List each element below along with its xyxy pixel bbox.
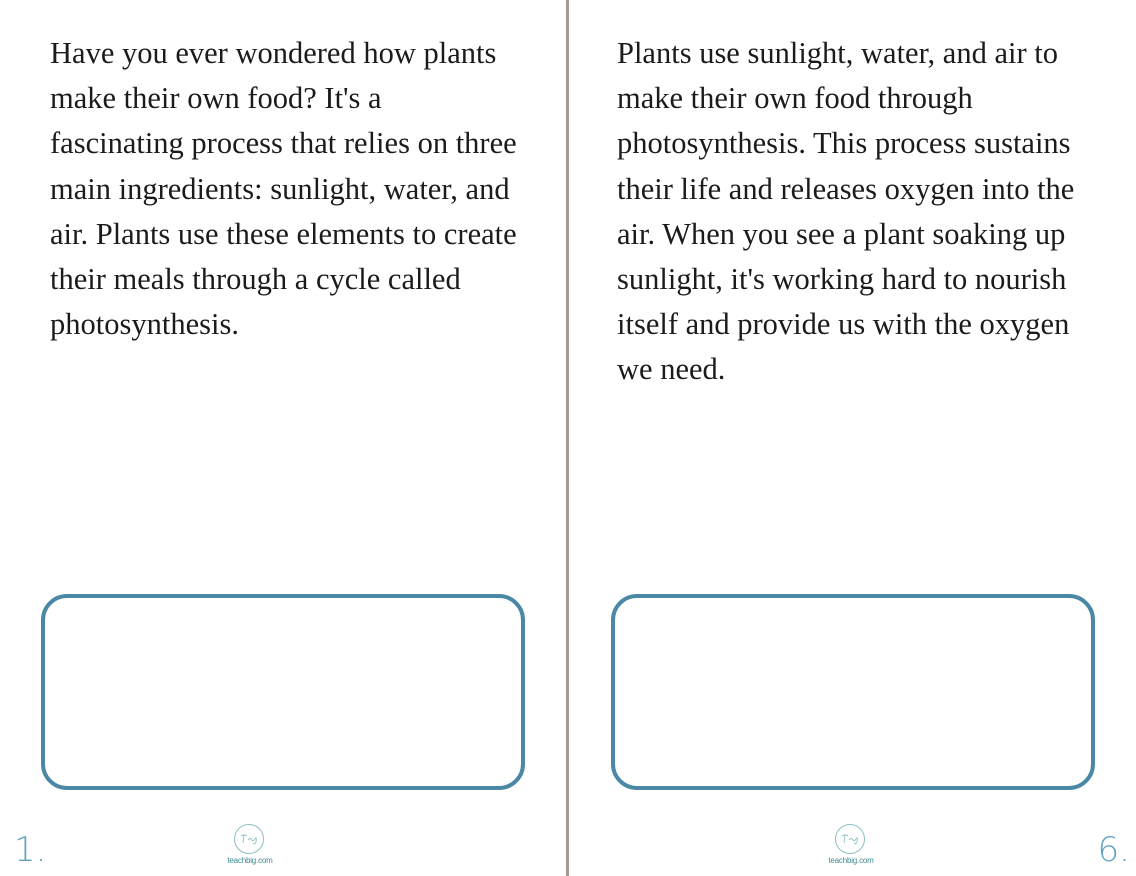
teachbig-logo-icon [835, 824, 865, 854]
footer-site-label: teachbig.com [227, 856, 273, 865]
right-footer-logo [826, 824, 876, 872]
right-page [569, 0, 1136, 876]
left-page-number: 1. [14, 830, 47, 870]
logo-script-icon [841, 833, 859, 845]
right-drawing-box[interactable] [611, 594, 1095, 790]
right-page-number: 6. [1097, 830, 1130, 870]
left-page [0, 0, 566, 876]
footer-site-label: teachbig.com [828, 856, 874, 865]
right-page-text: Plants use sunlight, water, and air to make their own food through photosynthesis. This process sustains their life and releases oxygen into the air. When you see a plant soaking up sunlight, it's working hard to nourish itself and provide us with the oxygen we need. [617, 36, 1075, 387]
logo-script-icon [240, 833, 258, 845]
left-drawing-box[interactable] [41, 594, 525, 790]
teachbig-logo-icon [234, 824, 264, 854]
left-footer-logo [225, 824, 275, 872]
left-page-text: Have you ever wondered how plants make their own food? It's a fascinating process that relies on three main ingredients: sunlight, water, and air. Plants use these elements to create their meals through a cycle called photosynthesis. [50, 36, 517, 342]
